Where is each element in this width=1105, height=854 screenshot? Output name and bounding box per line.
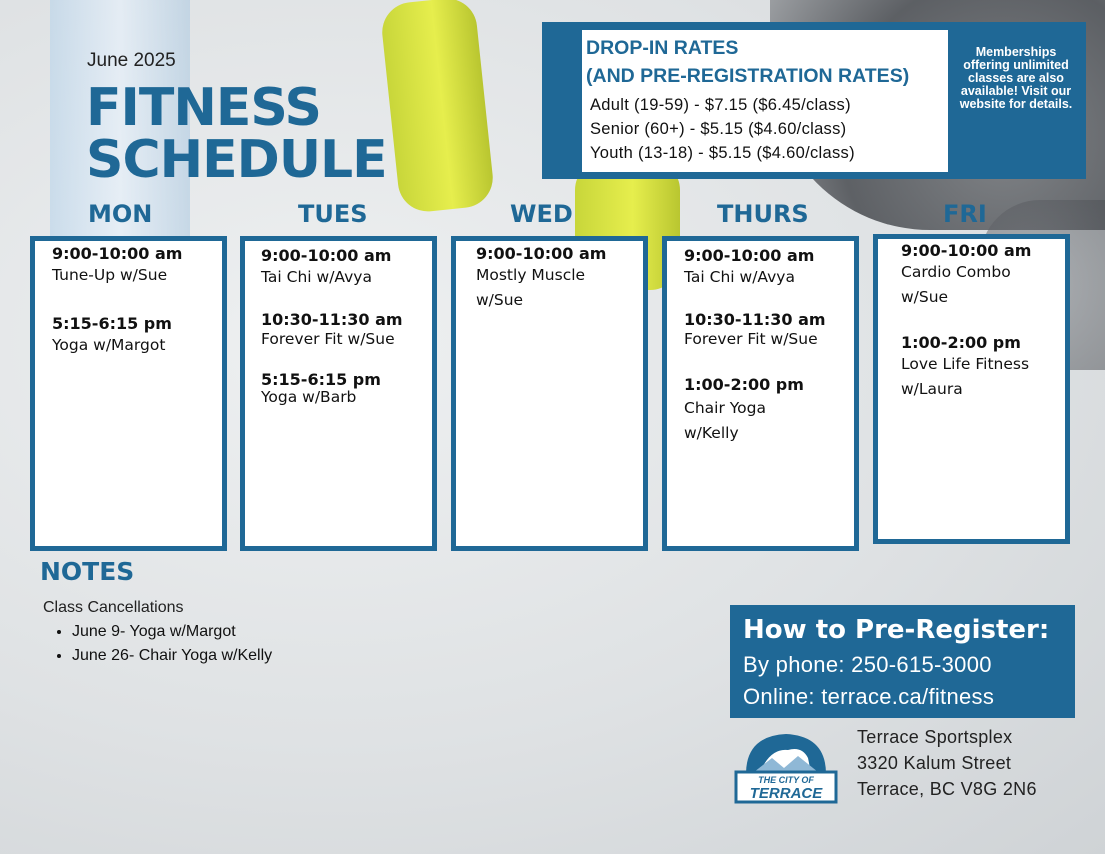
class-name: Chair Yoga w/Kelly — [684, 399, 766, 442]
address-line-3: Terrace, BC V8G 2N6 — [857, 779, 1037, 799]
rates-heading-line-2: (AND PRE-REGISTRATION RATES) — [586, 65, 910, 87]
class-time: 9:00-10:00 am — [476, 244, 607, 263]
class-entry — [684, 375, 804, 446]
class-entry — [476, 244, 626, 313]
class-name: Yoga w/Margot — [52, 336, 166, 354]
title-line-1: FITNESS — [86, 78, 321, 138]
class-entry — [684, 246, 859, 290]
day-header-mon: MON — [88, 200, 153, 228]
dumbbell-image — [379, 0, 495, 214]
class-time: 1:00-2:00 pm — [901, 333, 1021, 352]
class-time: 10:30-11:30 am — [684, 310, 826, 329]
rates-box — [582, 30, 948, 172]
city-of-terrace-logo — [732, 728, 840, 804]
membership-note: Memberships offering unlimited classes are also available! Visit our website for details. — [959, 45, 1073, 111]
class-entry — [261, 310, 436, 349]
class-name: Forever Fit w/Sue — [261, 330, 395, 348]
class-name: Cardio Combo w/Sue — [901, 263, 1011, 306]
class-time: 1:00-2:00 pm — [684, 375, 804, 394]
notes-heading: NOTES — [40, 557, 135, 586]
day-header-fri: FRI — [943, 200, 987, 228]
day-header-wed: WED — [510, 200, 573, 228]
rate-senior: Senior (60+) - $5.15 ($4.60/class) — [590, 120, 847, 138]
preregister-online: Online: terrace.ca/fitness — [743, 684, 995, 709]
logo-line-1: THE CITY OF — [758, 775, 814, 785]
day-header-thurs: THURS — [717, 200, 809, 228]
class-name: Love Life Fitness w/Laura — [901, 355, 1030, 398]
rate-youth: Youth (13-18) - $5.15 ($4.60/class) — [590, 144, 855, 162]
class-name: Tune-Up w/Sue — [52, 266, 168, 284]
class-name: Mostly Muscle w/Sue — [476, 266, 586, 309]
class-time: 9:00-10:00 am — [684, 246, 815, 265]
preregister-panel — [730, 605, 1075, 718]
class-entry — [261, 370, 436, 405]
class-time: 9:00-10:00 am — [52, 244, 183, 263]
class-name: Yoga w/Barb — [261, 388, 357, 406]
class-entry — [261, 246, 436, 290]
page-title — [86, 78, 387, 190]
rates-heading-line-1: DROP-IN RATES — [586, 37, 739, 59]
class-time: 5:15-6:15 pm — [261, 370, 381, 389]
class-entry — [52, 314, 227, 358]
class-name: Forever Fit w/Sue — [684, 330, 818, 348]
day-box-tues — [240, 236, 437, 551]
preregister-title: How to Pre-Register: — [743, 615, 1050, 645]
schedule-month: June 2025 — [87, 50, 176, 71]
day-box-wed — [451, 236, 648, 551]
day-box-fri — [873, 234, 1070, 544]
list-item: • June 26- Chair Yoga w/Kelly — [72, 644, 272, 668]
list-item: • June 9- Yoga w/Margot — [72, 620, 272, 644]
notes-subheading: Class Cancellations — [43, 599, 184, 616]
class-entry — [901, 333, 1056, 402]
rate-adult: Adult (19-59) - $7.15 ($6.45/class) — [590, 96, 851, 114]
class-time: 10:30-11:30 am — [261, 310, 403, 329]
class-entry — [684, 310, 859, 349]
class-time: 9:00-10:00 am — [901, 241, 1032, 260]
class-entry — [52, 244, 227, 288]
day-header-tues: TUES — [298, 200, 368, 228]
day-box-mon — [30, 236, 227, 551]
day-box-thurs — [662, 236, 859, 551]
address-line-2: 3320 Kalum Street — [857, 753, 1012, 773]
address-block — [857, 724, 1037, 802]
class-name: Tai Chi w/Avya — [261, 268, 372, 286]
title-line-2: SCHEDULE — [86, 130, 387, 190]
rates-heading — [586, 34, 909, 90]
class-time: 9:00-10:00 am — [261, 246, 392, 265]
preregister-phone: By phone: 250-615-3000 — [743, 652, 992, 677]
class-name: Tai Chi w/Avya — [684, 268, 795, 286]
logo-line-2: TERRACE — [749, 785, 823, 802]
address-line-1: Terrace Sportsplex — [857, 727, 1013, 747]
class-time: 5:15-6:15 pm — [52, 314, 172, 333]
class-entry — [901, 241, 1056, 310]
notes-list — [52, 620, 272, 668]
